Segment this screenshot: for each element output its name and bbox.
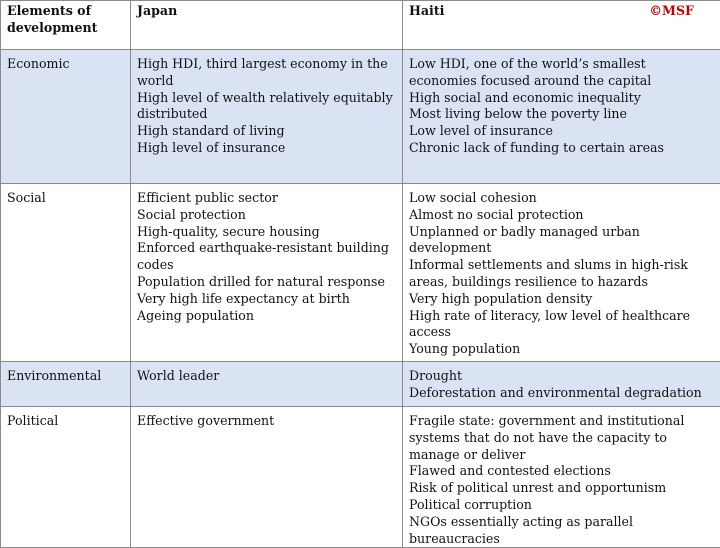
cell-line: Unplanned or badly managed urban development [409,224,714,258]
cell-line: Effective government [137,413,396,430]
cell-line: Low HDI, one of the world’s smallest economies focused around the capital [409,56,714,90]
cell-line: High rate of literacy, low level of healthcare access [409,308,714,342]
header-row [1,1,720,50]
cell-line: Fragile state: government and institutional systems that do not have the capacity to manage or deliver [409,413,714,463]
cell-line: Ageing population [137,308,396,325]
row-label: Economic [1,50,131,184]
cell-line: Population drilled for natural response [137,274,396,291]
cell-line: Social protection [137,207,396,224]
row-label: Social [1,184,131,362]
header-haiti [403,1,720,50]
row-label: Political [1,407,131,548]
cell-line: High-quality, secure housing [137,224,396,241]
header-japan [131,1,403,50]
cell-line: High standard of living [137,123,396,140]
cell-line: Risk of political unrest and opportunism [409,480,714,497]
cell-line: Drought [409,368,714,385]
row-economic [1,50,720,184]
header-japan-label: Japan [137,3,177,18]
cell-line: Informal settlements and slums in high-risk areas, buildings resilience to hazards [409,257,714,291]
cell-line: Young population [409,341,714,358]
japan-cell [131,407,403,548]
msf-credit: ©MSF [649,3,694,20]
row-social [1,184,720,362]
japan-cell [131,184,403,362]
cell-line: High level of wealth relatively equitably distributed [137,90,396,124]
cell-line: Efficient public sector [137,190,396,207]
cell-line: NGOs essentially acting as parallel bureaucracies [409,514,714,548]
cell-line: Enforced earthquake-resistant building codes [137,240,396,274]
cell-line: Very high life expectancy at birth [137,291,396,308]
cell-line: Very high population density [409,291,714,308]
cell-line: High level of insurance [137,140,396,157]
japan-cell [131,50,403,184]
cell-line: Almost no social protection [409,207,714,224]
cell-line: Political corruption [409,497,714,514]
cell-line: High HDI, third largest economy in the world [137,56,396,90]
haiti-cell [403,407,720,548]
cell-line: Low level of insurance [409,123,714,140]
haiti-cell [403,50,720,184]
haiti-cell [403,362,720,407]
cell-line: Low social cohesion [409,190,714,207]
row-environmental [1,362,720,407]
cell-line: Deforestation and environmental degradation [409,385,714,402]
haiti-cell [403,184,720,362]
cell-line: Chronic lack of funding to certain areas [409,140,714,157]
row-label: Environmental [1,362,131,407]
cell-line: World leader [137,368,396,385]
header-elements [1,1,131,50]
cell-line: Most living below the poverty line [409,106,714,123]
header-haiti-label: Haiti [409,3,444,18]
japan-cell [131,362,403,407]
row-political [1,407,720,548]
cell-line: High social and economic inequality [409,90,714,107]
cell-line: Flawed and contested elections [409,463,714,480]
header-elements-label: Elements of development [7,3,97,35]
